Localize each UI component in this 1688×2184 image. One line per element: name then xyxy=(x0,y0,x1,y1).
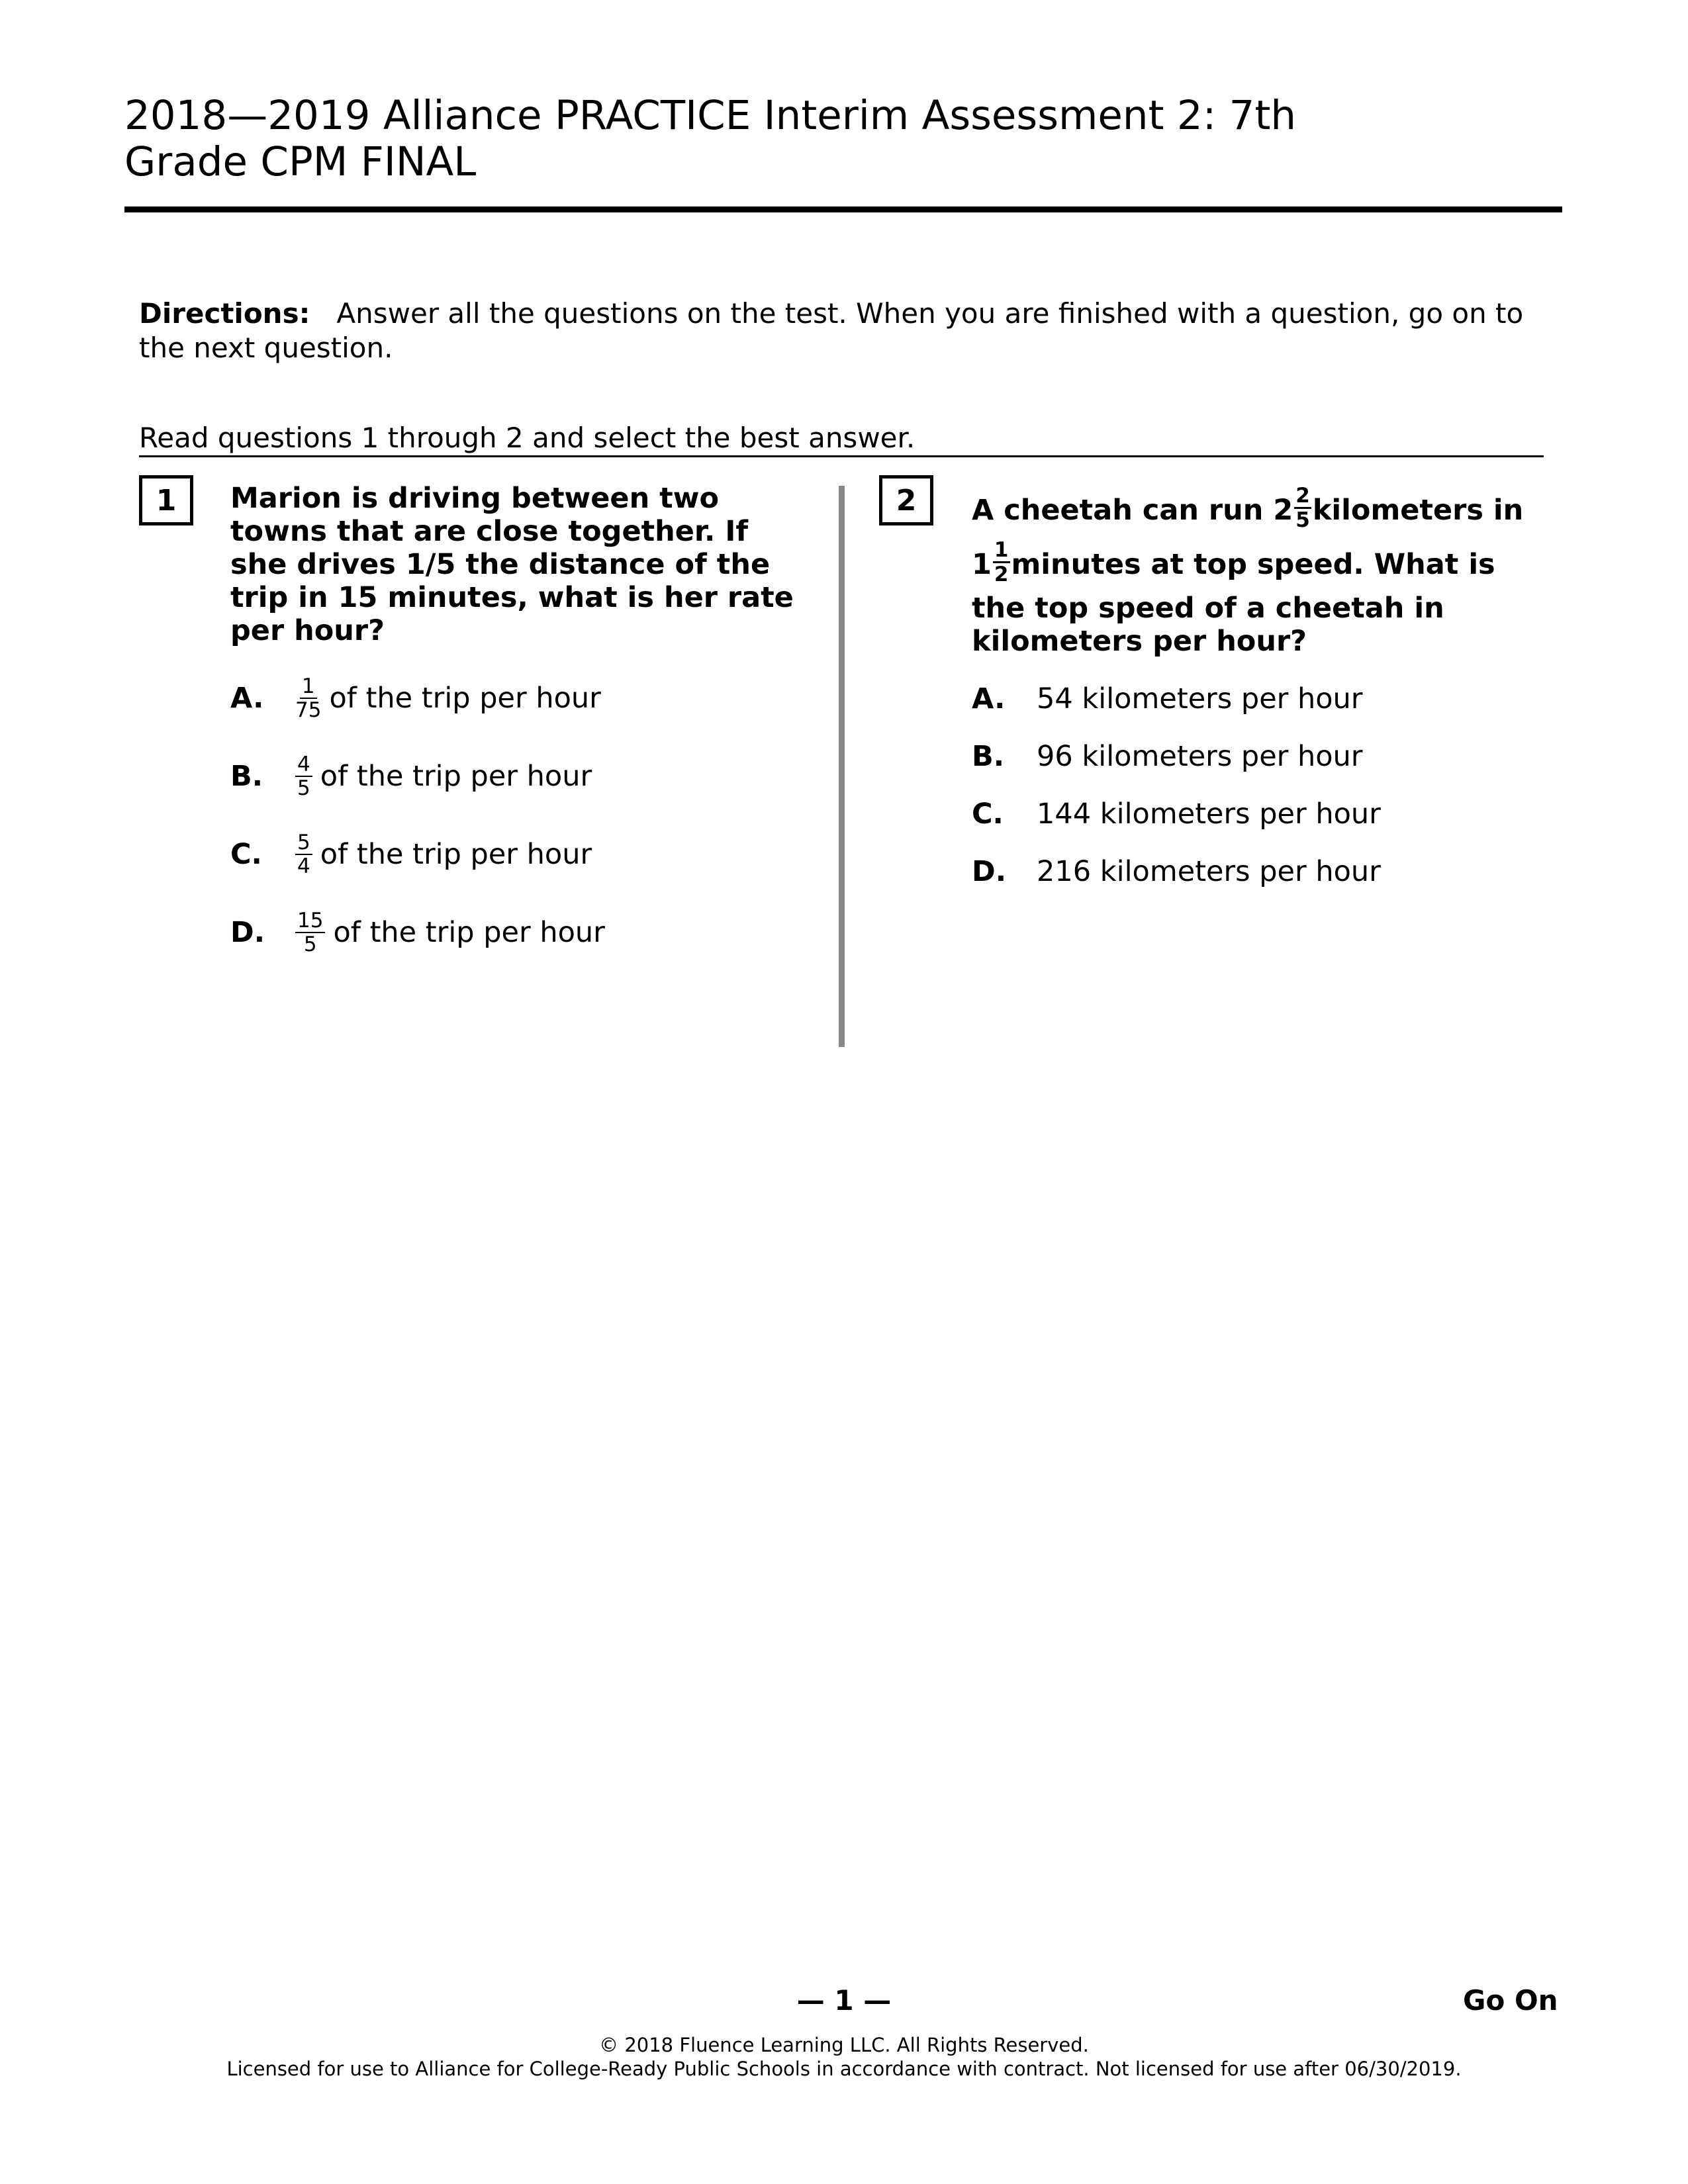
question-2-choice-b[interactable] xyxy=(972,739,1362,774)
question-2-number: 2 xyxy=(879,475,933,525)
choice-letter: A. xyxy=(972,682,1006,715)
choice-fraction: $\frac{15}{5}$ xyxy=(295,909,325,956)
instruction-rule xyxy=(139,455,1544,457)
choice-text: of the trip per hour xyxy=(329,682,601,715)
choice-letter: C. xyxy=(230,838,262,871)
question-2-choice-a[interactable] xyxy=(972,682,1362,716)
question-1-choice-c[interactable] xyxy=(230,831,592,878)
copyright-notice: © 2018 Fluence Learning LLC. All Rights Reserved. xyxy=(599,2034,1089,2056)
directions-label: Directions: xyxy=(139,297,310,330)
title-line-2: Grade CPM FINAL xyxy=(124,138,477,185)
choice-text: of the trip per hour xyxy=(320,838,592,871)
question-1-choice-a[interactable] xyxy=(230,675,601,721)
question-1-number: 1 xyxy=(139,475,193,525)
column-divider xyxy=(839,486,845,1047)
question-2-text: A cheetah can run 2 $\frac{2}{5}$ kilometers in 1 $\frac{1}{2}$ minutes at top speed. What is the top speed of a cheetah in kilometers per hour? xyxy=(972,483,1524,658)
choice-letter: C. xyxy=(972,797,1004,831)
choice-text: of the trip per hour xyxy=(320,760,592,793)
choice-letter: B. xyxy=(230,760,263,793)
choice-letter: D. xyxy=(972,855,1007,888)
choice-letter: D. xyxy=(230,916,265,949)
license-notice: Licensed for use to Alliance for College-Ready Public Schools in accordance with contract. Not licensed for use after 06/30/2019. xyxy=(226,2058,1462,2080)
go-on-label: Go On xyxy=(1463,1984,1558,2017)
page-number: — 1 — xyxy=(796,1984,892,2017)
choice-text: 96 kilometers per hour xyxy=(1037,740,1363,773)
title-rule xyxy=(124,206,1562,212)
choice-fraction: $\frac{1}{75}$ xyxy=(295,674,322,722)
question-1-choice-d[interactable] xyxy=(230,909,605,956)
title-line-1: 2018—2019 Alliance PRACTICE Interim Assessment 2: 7th xyxy=(124,92,1297,139)
page-title xyxy=(124,93,1548,185)
choice-text: 144 kilometers per hour xyxy=(1037,797,1381,831)
directions-text: Answer all the questions on the test. When you are finished with a question, go on to the next question. xyxy=(139,297,1524,364)
choice-letter: A. xyxy=(230,682,264,715)
question-2-choice-c[interactable] xyxy=(972,797,1381,831)
choice-text: of the trip per hour xyxy=(333,916,605,949)
section-instruction: Read questions 1 through 2 and select the best answer. xyxy=(139,422,915,454)
choice-fraction: $\frac{4}{5}$ xyxy=(295,753,312,799)
question-1-choice-b[interactable] xyxy=(230,753,592,799)
choice-letter: B. xyxy=(972,740,1005,773)
question-1-text: Marion is driving between two towns that are close together. If she drives 1/5 the distance of the trip in 15 minutes, what is her rate per hour? xyxy=(230,482,794,647)
choice-text: 216 kilometers per hour xyxy=(1037,855,1381,888)
question-2-choice-d[interactable] xyxy=(972,854,1381,889)
choice-text: 54 kilometers per hour xyxy=(1037,682,1363,715)
choice-fraction: $\frac{5}{4}$ xyxy=(295,831,312,878)
directions xyxy=(139,296,1556,365)
